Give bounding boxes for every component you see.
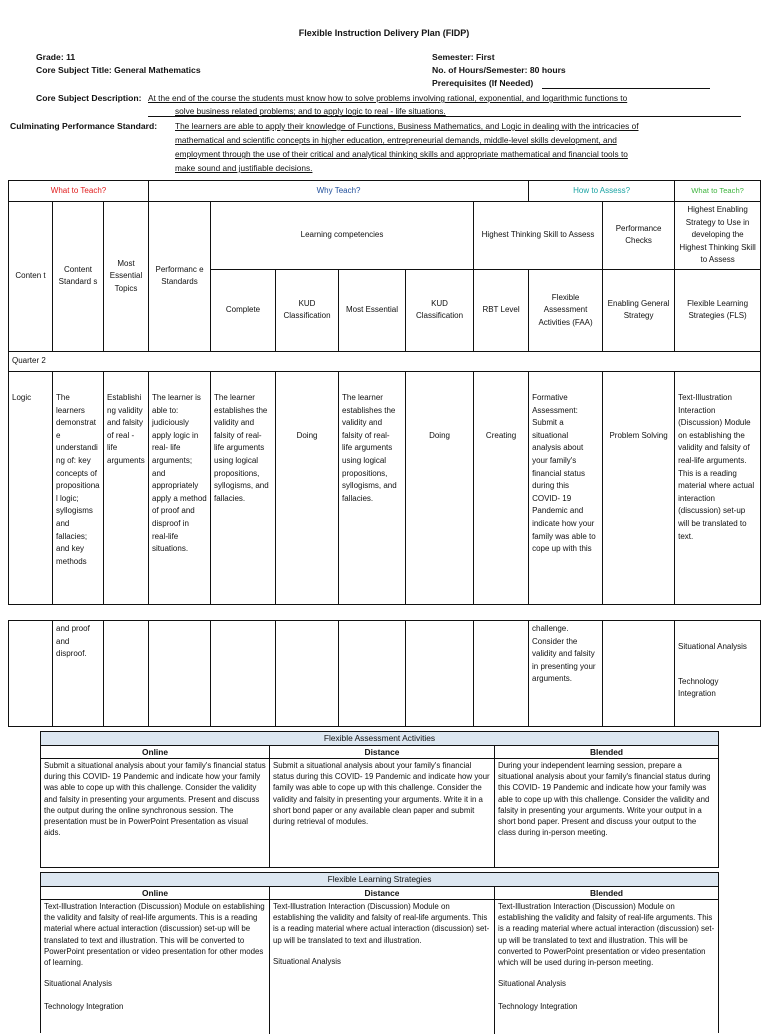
document-title: Flexible Instruction Delivery Plan (FIDP) — [298, 28, 470, 38]
fls-situational-analysis: Situational Analysis — [678, 642, 747, 651]
faa-col-online: Online — [141, 747, 169, 757]
col-essential-topics: Most Essential Topics — [104, 202, 149, 352]
cont-cell-fls — [675, 621, 761, 727]
cell-enabling: Problem Solving — [603, 371, 675, 604]
col-complete: Complete — [211, 269, 276, 351]
standard-line-2: mathematical and scientific concepts in higher education, entrepreneurial demands, middle-level skills development, and — [175, 135, 617, 145]
fls-blended-technology: Technology Integration — [498, 1002, 578, 1012]
col-most-essential: Most Essential — [339, 269, 406, 351]
col-learning-competencies: Learning competencies — [211, 202, 474, 270]
cell-rbt-level: Creating — [474, 371, 529, 604]
faa-col-blended: Blended — [494, 746, 718, 758]
standard-line-1: The learners are able to apply their knowledge of Functions, Business Mathematics, and Logic in dealing with the intricacies of — [175, 121, 639, 131]
fls-online-cell — [41, 900, 269, 1034]
col-highest-enabling: Highest Enabling Strategy to Use in developing the Highest Thinking Skill to Assess — [675, 202, 761, 270]
fls-online-situational: Situational Analysis — [44, 979, 112, 989]
cell-kud-2: Doing — [406, 371, 474, 604]
col-performance-standards: Performanc e Standards — [149, 202, 211, 352]
fls-blended-situational: Situational Analysis — [498, 979, 566, 989]
faa-blended-text: During your independent learning session, prepare a situational analysis about your family's financial status during this COVID- 19 Pandemic and indicate how your family was able to cope up with this challenge. Consider the validity and falsity in presenting your arguments. Write your output in a short bond paper. Present and discuss your output to the class during in-person meeting. — [494, 759, 718, 867]
description-line-1: At the end of the course the students must know how to solve problems involving rational, exponential, and logarithmic functions to — [148, 93, 628, 103]
faa-online-text: Submit a situational analysis about your family's financial status during this COVID- 19 Pandemic and indicate how your family was able to cope up with this challenge. Consider the validity and falsity in presenting your arguments. Present and discuss the output during the online synchronous session. The presentation must be in PowerPoint Presentation as visual aids. — [44, 761, 266, 838]
cont-cell-kud-1 — [276, 621, 339, 727]
fls-col-distance: Distance — [269, 887, 494, 899]
col-content-standards: Content Standard s — [53, 202, 104, 352]
cont-cell-essential-topics — [104, 621, 149, 727]
cell-complete: The learner establishes the validity and falsity of real- life arguments using logical propositions, syllogisms, and fallacies. — [211, 371, 276, 604]
fls-online-technology: Technology Integration — [44, 1002, 124, 1012]
cell-kud-1: Doing — [276, 371, 339, 604]
fls-distance-text: Text-Illustration Interaction (Discussion) Module on establishing the validity and falsity of real-life arguments. This is a reading material where actual interaction (discussion) set-up will be translated to text and illustration. — [273, 902, 490, 945]
section-what-to-teach: What to Teach? — [9, 181, 149, 202]
cell-faa: Formative Assessment: Submit a situational analysis about your family's financial status during this COVID- 19 Pandemic and indicate how your family was able to cope up with this — [529, 371, 603, 604]
semester-label: Semester: First — [432, 52, 495, 62]
hours-label: No. of Hours/Semester: 80 hours — [432, 65, 566, 75]
prerequisites-label: Prerequisites (If Needed) — [432, 78, 534, 88]
col-kud-1: KUD Classification — [276, 269, 339, 351]
cont-cell-most-essential — [339, 621, 406, 727]
cell-performance-standards: The learner is able to: judiciously apply logic in real- life arguments; and appropriately apply a method of proof and disproof in real-life situations. — [149, 371, 211, 604]
standard-label: Culminating Performance Standard: — [10, 121, 158, 131]
grade-label: Grade: 11 — [36, 52, 76, 62]
col-kud-2: KUD Classification — [406, 269, 474, 351]
cont-cell-performance-standards — [149, 621, 211, 727]
fls-col-online: Online — [141, 888, 169, 898]
cell-content: Logic — [9, 371, 53, 604]
col-rbt-level: RBT Level — [474, 269, 529, 351]
faa-box-title: Flexible Assessment Activities — [41, 732, 718, 746]
fls-col-blended: Blended — [494, 887, 718, 899]
cont-cell-content-standards: and proof and disproof. — [53, 621, 104, 727]
cont-cell-enabling — [603, 621, 675, 727]
cont-cell-kud-2 — [406, 621, 474, 727]
cont-cell-complete — [211, 621, 276, 727]
subject-title: Core Subject Title: General Mathematics — [36, 65, 201, 75]
fls-distance-cell — [269, 900, 494, 1034]
cont-cell-rbt — [474, 621, 529, 727]
fls-technology-integration: Technology Integration — [678, 676, 719, 699]
description-line-2: solve business related problems; and to apply logic to real - life situations. — [175, 106, 446, 116]
cont-cell-content — [9, 621, 53, 727]
fls-blended-text: Text-Illustration Interaction (Discussion) Module on establishing the validity and falsity of real-life arguments. This is a reading material where actual interaction (discussion) set-up will be translated to text and illustration. This will be converted to PowerPoint presentation or video presentation which will be used during in-person meeting. — [498, 902, 715, 968]
col-fls: Flexible Learning Strategies (FLS) — [675, 269, 761, 351]
fls-distance-situational: Situational Analysis — [273, 956, 341, 966]
cell-fls: Text-Illustration Interaction (Discussion) Module on establishing the validity and falsity of real-life arguments. This is a reading material where actual interaction (discussion) set-up will be translated to text. — [675, 371, 761, 604]
quarter-row: Quarter 2 — [9, 351, 761, 371]
section-why-teach: Why Teach? — [149, 181, 529, 202]
fidp-table — [8, 180, 761, 605]
fidp-table-continued — [8, 620, 761, 727]
fls-online-text: Text-Illustration Interaction (Discussion) Module on establishing the validity and falsity of real-life arguments. This is a reading material where actual interaction (discussion) set-up will be translated to text and illustration. This will be converted to PowerPoint presentation or video presentation for other modes of learning. — [44, 902, 265, 968]
faa-col-distance: Distance — [269, 746, 494, 758]
col-faa: Flexible Assessment Activities (FAA) — [529, 269, 603, 351]
fls-box-title: Flexible Learning Strategies — [41, 873, 718, 887]
cell-essential-topics: Establishing validity and falsity of real - life arguments — [104, 371, 149, 604]
prerequisites-line — [542, 88, 710, 89]
cont-cell-faa: challenge. Consider the validity and falsity in presenting your arguments. — [529, 621, 603, 727]
cell-most-essential: The learner establishes the validity and falsity of real- life arguments using logical propositions, syllogisms, and fallacies. — [339, 371, 406, 604]
col-highest-thinking: Highest Thinking Skill to Assess — [474, 202, 603, 270]
col-enabling-general: Enabling General Strategy — [603, 269, 675, 351]
fls-box — [40, 872, 719, 1033]
description-label: Core Subject Description: — [36, 93, 142, 103]
standard-line-4: make sound and justifiable decisions. — [175, 163, 313, 173]
faa-distance-text: Submit a situational analysis about your family's financial status during this COVID- 19 Pandemic and indicate how your family was able to cope up with this challenge. Consider the validity and falsity in presenting your arguments. Write it in a short bond paper or any available clean paper and submit during retrieval of modules. — [269, 759, 494, 867]
fls-blended-cell — [494, 900, 718, 1034]
col-performance-checks: Performance Checks — [603, 202, 675, 270]
standard-line-3: employment through the use of their critical and analytical thinking skills and appropriate mathematical and financial tools to — [175, 149, 628, 159]
cell-content-standards: The learners demonstrate understanding of: key concepts of propositional logic; syllogisms and fallacies; and key methods — [53, 371, 104, 604]
col-content: Conten t — [9, 202, 53, 352]
section-how-to-assess: How to Assess? — [529, 181, 675, 202]
section-enabling: What to Teach? — [675, 181, 761, 202]
description-underline — [148, 116, 741, 117]
faa-box — [40, 731, 719, 868]
